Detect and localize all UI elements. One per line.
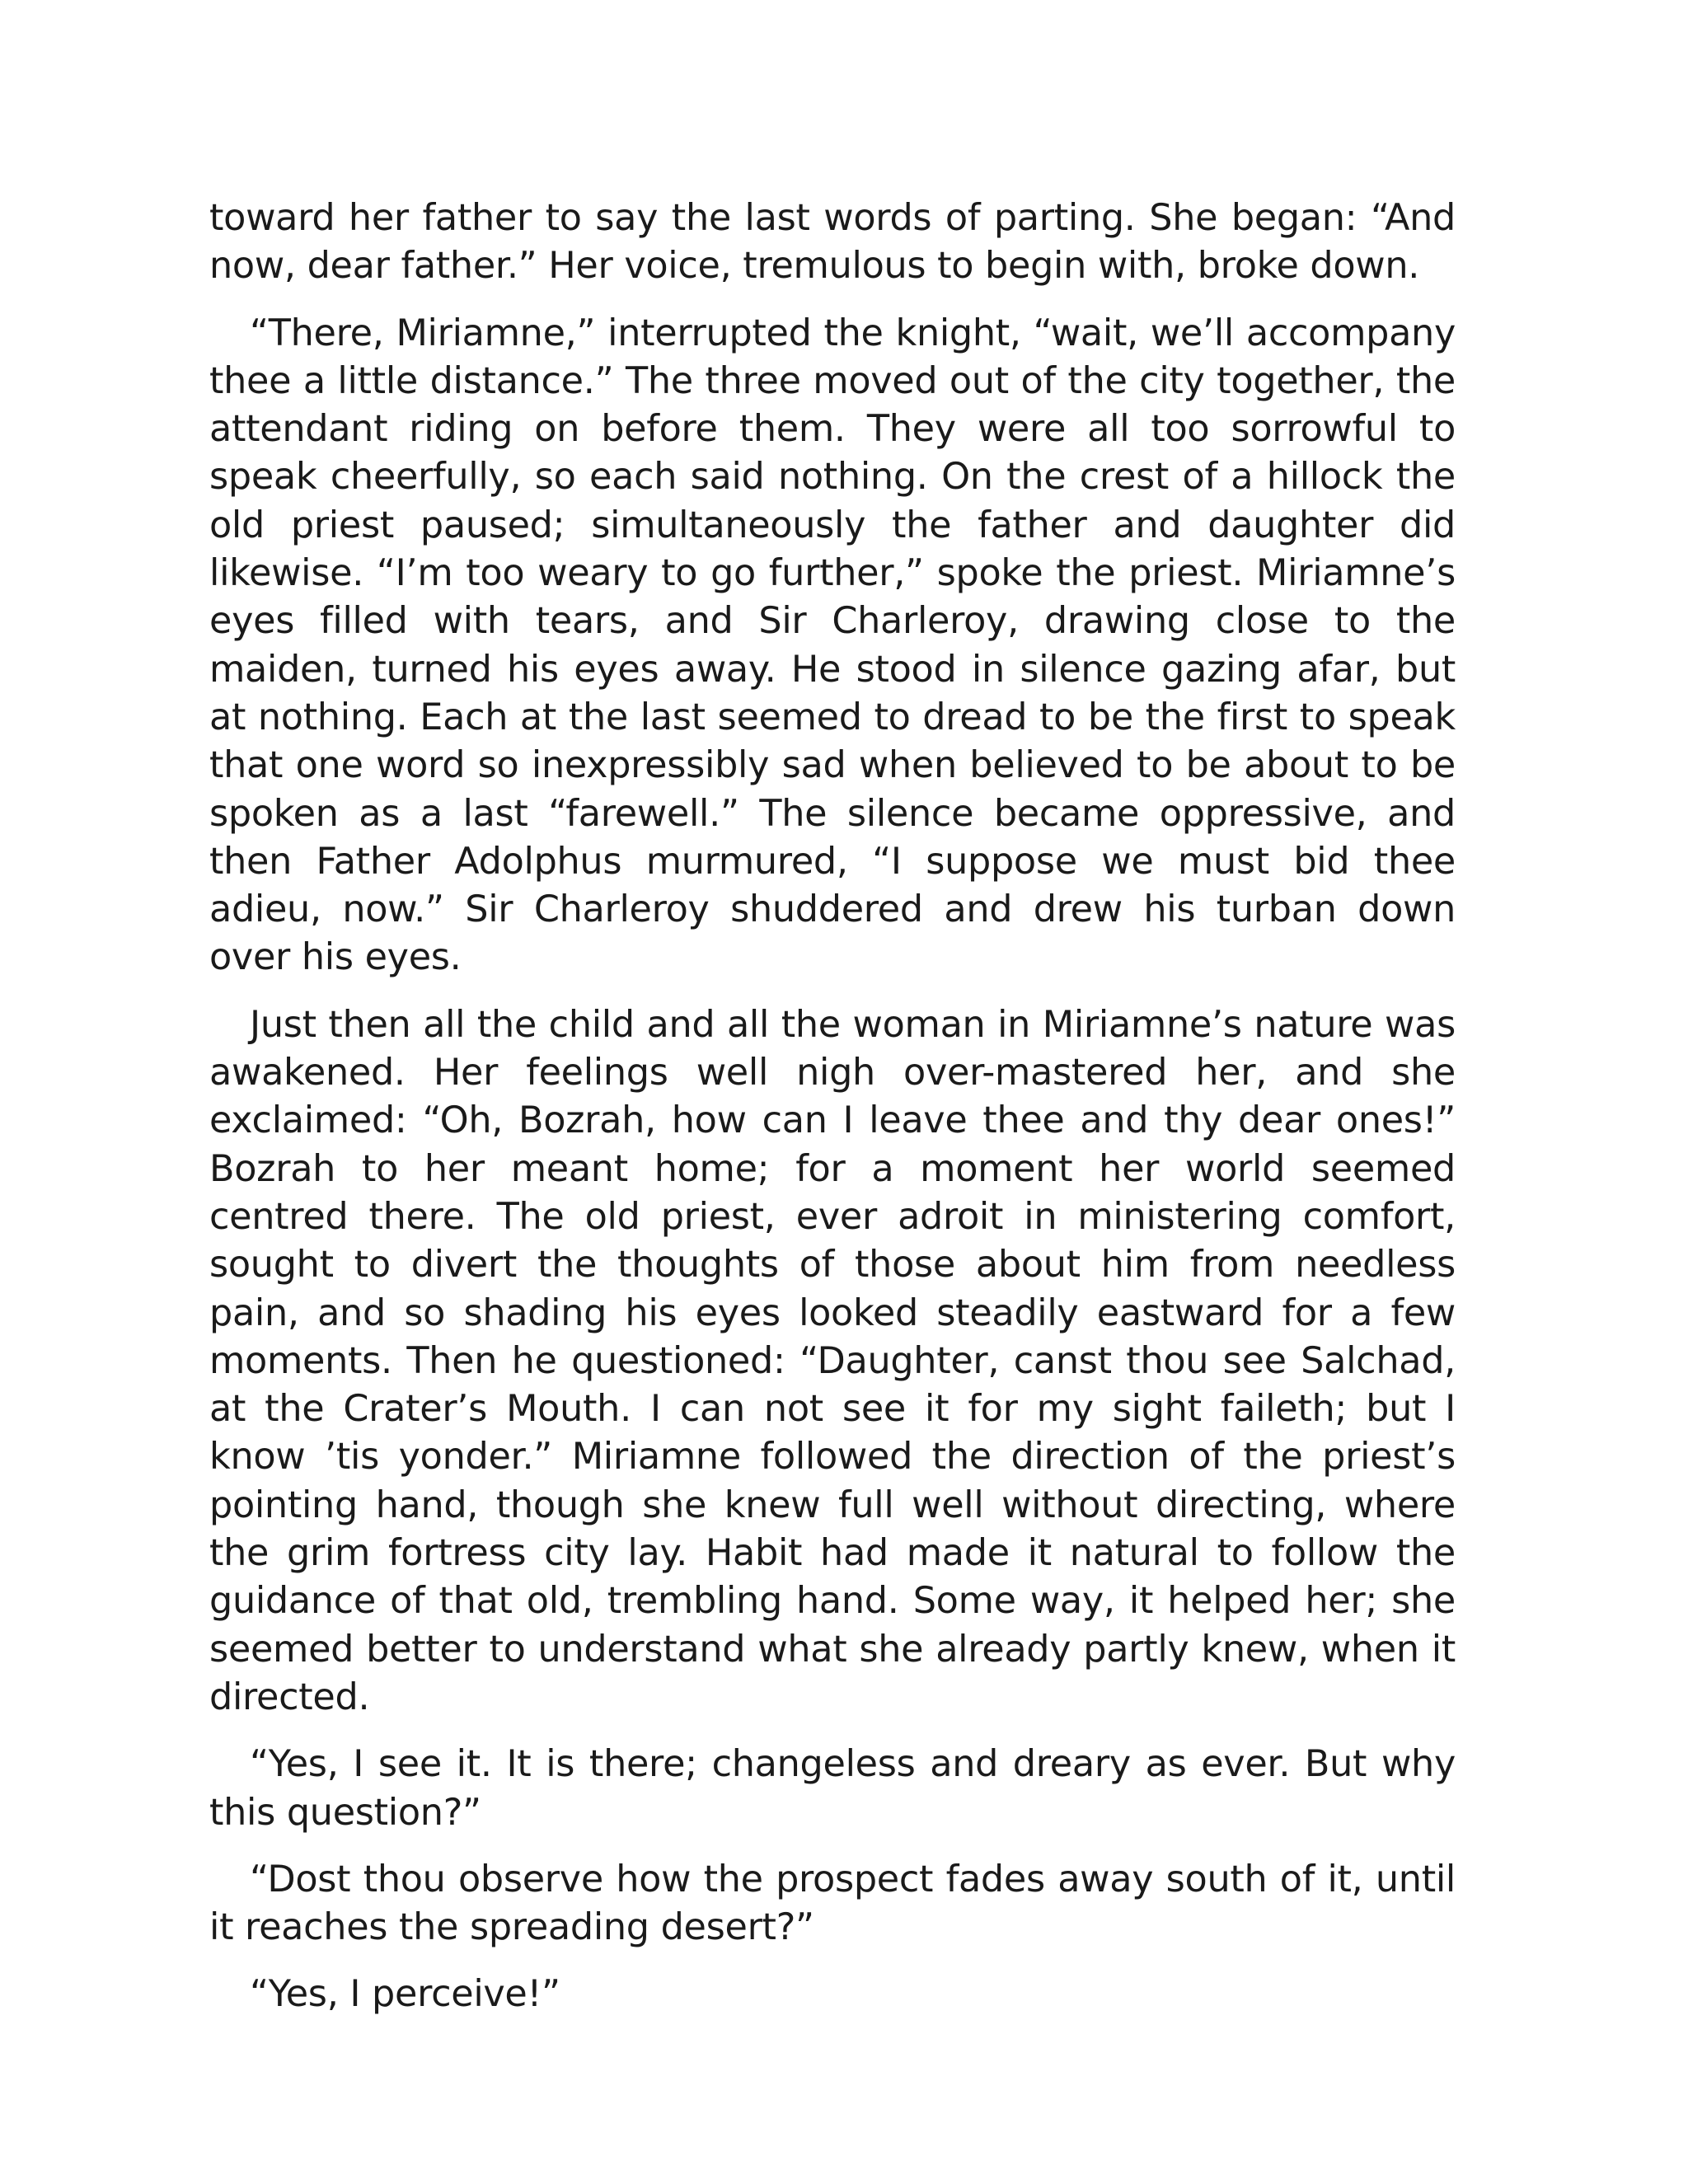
paragraph-4: “Yes, I see it. It is there; changeless and dreary as ever. But why this question?” [209, 1743, 1456, 1834]
paragraph-3: Just then all the child and all the woman in Miriamne’s nature was awakened. Her feelings well nigh over-mastered her, and she exclaimed: “Oh, Bozrah, how can I leave thee and thy dear ones!” Bozrah to her meant home; for a moment her world seemed centred there. The old priest, ever adroit in ministering comfort, sought to divert the thoughts of those about him from needless pain, and so shading his eyes looked steadily eastward for a few moments. Then he questioned: “Daughter, canst thou see Salchad, at the Crater’s Mouth. I can not see it for my sight faileth; but I know ’tis yonder.” Miriamne followed the direction of the priest’s pointing hand, though she knew full well without directing, where the grim fortress city lay. Habit had made it natural to follow the guidance of that old, trembling hand. Some way, it helped her; she seemed better to understand what she already partly knew, when it directed. [209, 1003, 1456, 1718]
paragraph-2: “There, Miriamne,” interrupted the knight, “wait, we’ll accompany thee a little distance.” The three moved out of the city together, the attendant riding on before them. They were all too sorrowful to speak cheerfully, so each said nothing. On the crest of a hillock the old priest paused; simultaneously the father and daughter did likewise. “I’m too weary to go further,” spoke the priest. Miriamne’s eyes filled with tears, and Sir Charleroy, drawing close to the maiden, turned his eyes away. He stood in silence gazing afar, but at nothing. Each at the last seemed to dread to be the first to speak that one word so inexpressibly sad when believed to be about to be spoken as a last “farewell.” The silence became oppressive, and then Father Adolphus murmured, “I suppose we must bid thee adieu, now.” Sir Charleroy shuddered and drew his turban down over his eyes. [209, 312, 1456, 979]
body-text [209, 194, 1456, 2038]
paragraph-6: “Yes, I perceive!” [250, 1973, 560, 2016]
paragraph-1: toward her father to say the last words of parting. She began: “And now, dear father.” Her voice, tremulous to begin with, broke down. [209, 197, 1456, 288]
paragraph-5: “Dost thou observe how the prospect fades away south of it, until it reaches the spreading desert?” [209, 1858, 1456, 1949]
